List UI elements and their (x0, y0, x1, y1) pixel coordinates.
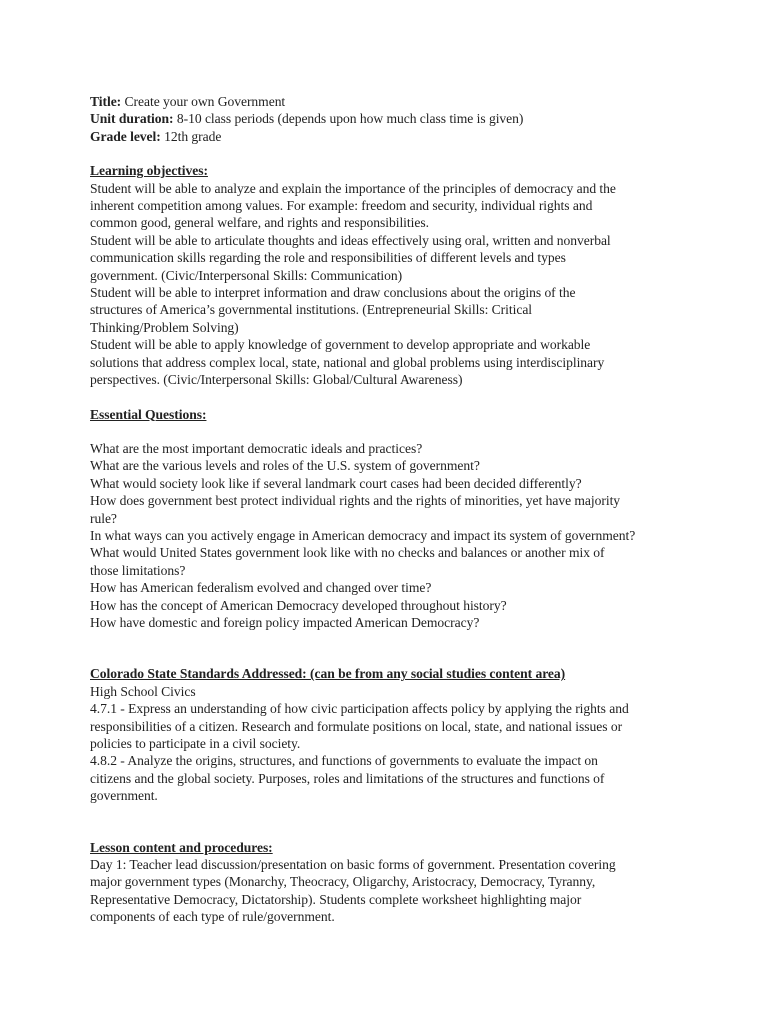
question-line: How has American federalism evolved and changed over time? (90, 580, 432, 596)
objective-line: perspectives. (Civic/Interpersonal Skills: Global/Cultural Awareness) (90, 372, 463, 388)
standards-line: government. (90, 788, 158, 804)
unit-duration-value: 8-10 class periods (depends upon how much class time is given) (173, 111, 524, 127)
unit-duration-label: Unit duration: (90, 111, 174, 127)
question-line: those limitations? (90, 562, 186, 578)
unit-duration-line (90, 110, 728, 127)
spacer (90, 805, 728, 839)
question-line: What are the various levels and roles of the U.S. system of government? (90, 458, 480, 474)
objective-line: inherent competition among values. For example: freedom and security, individual rights and (90, 198, 593, 214)
question-line: What are the most important democratic ideals and practices? (90, 440, 423, 456)
standards-line: High School Civics (90, 683, 196, 699)
grade-level-value: 12th grade (160, 128, 222, 144)
objective-line: Student will be able to apply knowledge of government to develop appropriate and workable (90, 337, 591, 353)
question-line: How has the concept of American Democracy developed throughout history? (90, 597, 507, 613)
grade-level-line (90, 128, 728, 145)
standards-line: 4.7.1 - Express an understanding of how civic participation affects policy by applying the rights and (90, 701, 629, 717)
lesson-section (90, 839, 728, 926)
learning-objectives-heading: Learning objectives: (90, 163, 208, 179)
standards-line: 4.8.2 - Analyze the origins, structures, and functions of governments to evaluate the impact on (90, 753, 598, 769)
standards-heading: Colorado State Standards Addressed: (can be from any social studies content area) (90, 666, 566, 682)
title-value: Create your own Government (121, 94, 286, 109)
title-line (90, 93, 728, 110)
objective-line: Student will be able to articulate thoughts and ideas effectively using oral, written and nonverbal (90, 232, 611, 248)
spacer (90, 423, 728, 440)
lesson-heading: Lesson content and procedures: (90, 839, 273, 855)
learning-objectives-section (90, 162, 728, 388)
essential-questions-heading: Essential Questions: (90, 406, 207, 422)
spacer (90, 145, 728, 162)
objective-line: common good, general welfare, and rights and responsibilities. (90, 215, 429, 231)
standards-line: citizens and the global society. Purposes, roles and limitations of the structures and functions of (90, 770, 605, 786)
lesson-line: Representative Democracy, Dictatorship). Students complete worksheet highlighting major (90, 891, 582, 907)
lesson-line: major government types (Monarchy, Theocracy, Oligarchy, Aristocracy, Democracy, Tyranny, (90, 874, 596, 890)
objective-line: communication skills regarding the role and responsibilities of different levels and types (90, 250, 566, 266)
spacer (90, 389, 728, 406)
lesson-line: Day 1: Teacher lead discussion/presentation on basic forms of government. Presentation covering (90, 857, 616, 873)
objective-line: government. (Civic/Interpersonal Skills: Communication) (90, 267, 403, 283)
header-block (90, 93, 728, 145)
lesson-line: components of each type of rule/government. (90, 909, 335, 925)
grade-level-label: Grade level: (90, 128, 161, 144)
objective-line: Thinking/Problem Solving) (90, 319, 239, 335)
question-line: How have domestic and foreign policy impacted American Democracy? (90, 614, 480, 630)
question-line: rule? (90, 510, 117, 526)
spacer (90, 631, 728, 665)
objective-line: Student will be able to analyze and explain the importance of the principles of democracy and the (90, 180, 616, 196)
question-line: What would United States government look like with no checks and balances or another mix of (90, 545, 605, 561)
objective-line: structures of America’s governmental institutions. (Entrepreneurial Skills: Critical (90, 302, 533, 318)
question-line: How does government best protect individual rights and the rights of minorities, yet have majority (90, 493, 621, 509)
standards-line: responsibilities of a citizen. Research and formulate positions on local, state, and national issues or (90, 718, 623, 734)
essential-questions-section (90, 406, 728, 632)
question-line: In what ways can you actively engage in American democracy and impact its system of government? (90, 527, 636, 543)
objective-line: solutions that address complex local, state, national and global problems using interdisciplinary (90, 354, 605, 370)
objective-line: Student will be able to interpret information and draw conclusions about the origins of the (90, 285, 576, 301)
standards-line: policies to participate in a civil society. (90, 736, 301, 751)
standards-section (90, 665, 728, 804)
question-line: What would society look like if several landmark court cases had been decided differently? (90, 475, 582, 491)
title-label: Title: (90, 94, 122, 109)
